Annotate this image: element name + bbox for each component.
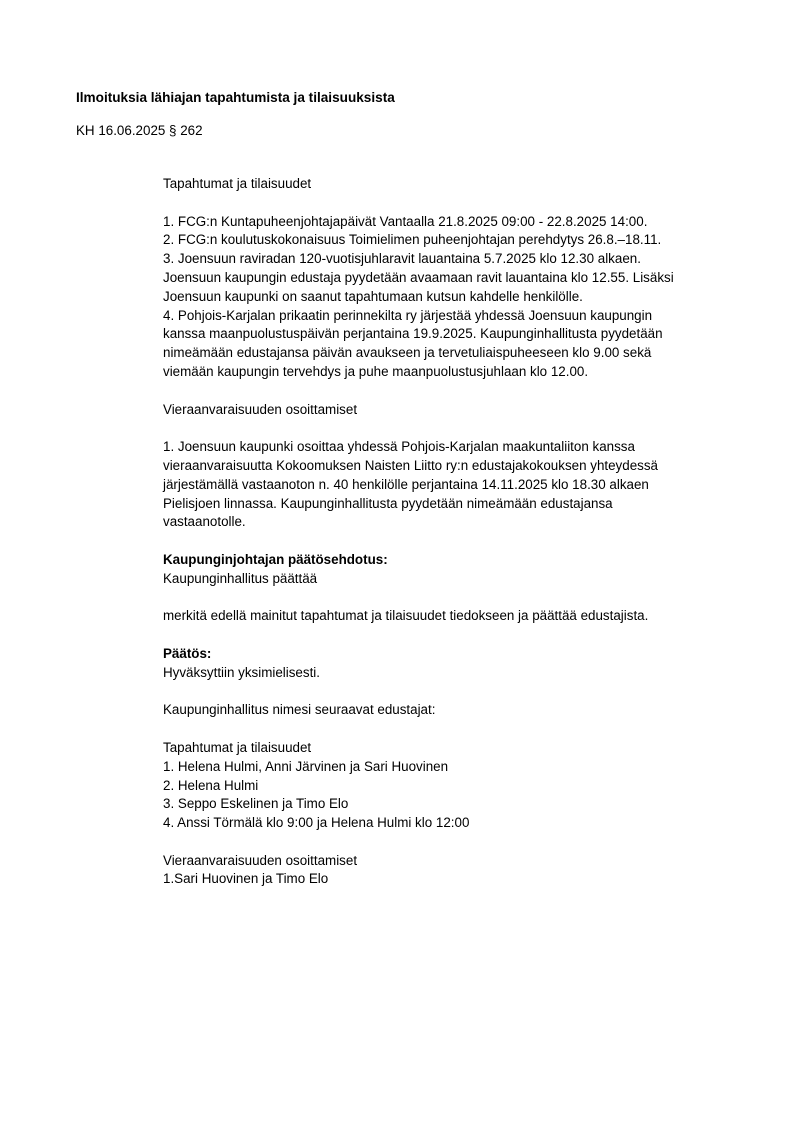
hospitality-line: järjestämällä vastaanoton n. 40 henkilölle perjantaina 14.11.2025 klo 18.30 alkaen [163, 476, 649, 492]
events-heading: Tapahtumat ja tilaisuudet [163, 176, 312, 191]
spacer [163, 194, 753, 213]
spacer [163, 833, 753, 852]
decision-text: Kaupunginhallitus nimesi seuraavat edustajat: [163, 702, 436, 718]
events-line: nimeämään edustajansa päivän avaukseen ja tervetuliaispuheeseen klo 9.00 sekä [163, 345, 652, 361]
hospitality-line: vastaanotolle. [163, 514, 246, 530]
document-title: Ilmoituksia lähiajan tapahtumista ja tilaisuuksista [76, 90, 395, 105]
events-line: kanssa maanpuolustuspäivän perjantaina 19.9.2025. Kaupunginhallitusta pyydetään [163, 326, 663, 342]
events-line: 1. FCG:n Kuntapuheenjohtajapäivät Vantaalla 21.8.2025 09:00 - 22.8.2025 14:00. [163, 213, 648, 229]
proposal-text: Kaupunginhallitus päättää [163, 570, 318, 586]
representatives-hospitality-list [163, 870, 753, 889]
decision-heading: Päätös: [163, 645, 212, 661]
events-line: 4. Pohjois-Karjalan prikaatin perinnekilta ry järjestää yhdessä Joensuun kaupungin [163, 307, 653, 323]
representative-line: 1.Sari Huovinen ja Timo Elo [163, 871, 329, 887]
events-line: Joensuun kaupunki on saanut tapahtumaan kutsun kahdelle henkilölle. [163, 288, 583, 304]
hospitality-line: vieraanvaraisuutta Kokoomuksen Naisten Liitto ry:n edustajakokouksen yhteydessä [163, 457, 658, 473]
events-line: Joensuun kaupungin edustaja pyydetään avaamaan ravit lauantaina klo 12.55. Lisäksi [163, 269, 674, 285]
representatives-events-list [163, 758, 753, 833]
representative-line: 2. Helena Hulmi [163, 777, 259, 793]
decision-text: Hyväksyttiin yksimielisesti. [163, 664, 320, 680]
document-body [163, 175, 753, 889]
representative-line: 3. Seppo Eskelinen ja Timo Elo [163, 796, 349, 812]
spacer [163, 382, 753, 401]
hospitality-heading: Vieraanvaraisuuden osoittamiset [163, 401, 358, 417]
events-line: viemään kaupungin tervehdys ja puhe maanpuolustusjuhlaan klo 12.00. [163, 363, 589, 379]
spacer [163, 683, 753, 702]
proposal-heading: Kaupunginjohtajan päätösehdotus: [163, 551, 388, 567]
spacer [163, 419, 753, 438]
events-list [163, 213, 753, 382]
representatives-hospitality-heading: Vieraanvaraisuuden osoittamiset [163, 852, 358, 868]
hospitality-list [163, 438, 753, 532]
spacer [163, 720, 753, 739]
hospitality-line: Pielisjoen linnassa. Kaupunginhallitusta pyydetään nimeämään edustajansa [163, 495, 613, 511]
events-line: 2. FCG:n koulutuskokonaisuus Toimielimen puheenjohtajan perehdytys 26.8.–18.11. [163, 232, 662, 248]
spacer [163, 589, 753, 608]
spacer [163, 532, 753, 551]
spacer [163, 626, 753, 645]
hospitality-line: 1. Joensuun kaupunki osoittaa yhdessä Pohjois-Karjalan maakuntaliiton kanssa [163, 439, 635, 455]
representative-line: 1. Helena Hulmi, Anni Järvinen ja Sari Huovinen [163, 758, 449, 774]
events-line: 3. Joensuun raviradan 120-vuotisjuhlaravit lauantaina 5.7.2025 klo 12.30 alkaen. [163, 251, 641, 267]
proposal-text: merkitä edellä mainitut tapahtumat ja tilaisuudet tiedokseen ja päättää edustajista. [163, 608, 649, 624]
representative-line: 4. Anssi Törmälä klo 9:00 ja Helena Hulmi klo 12:00 [163, 815, 470, 831]
representatives-events-heading: Tapahtumat ja tilaisuudet [163, 739, 312, 755]
meeting-reference: KH 16.06.2025 § 262 [76, 123, 203, 138]
